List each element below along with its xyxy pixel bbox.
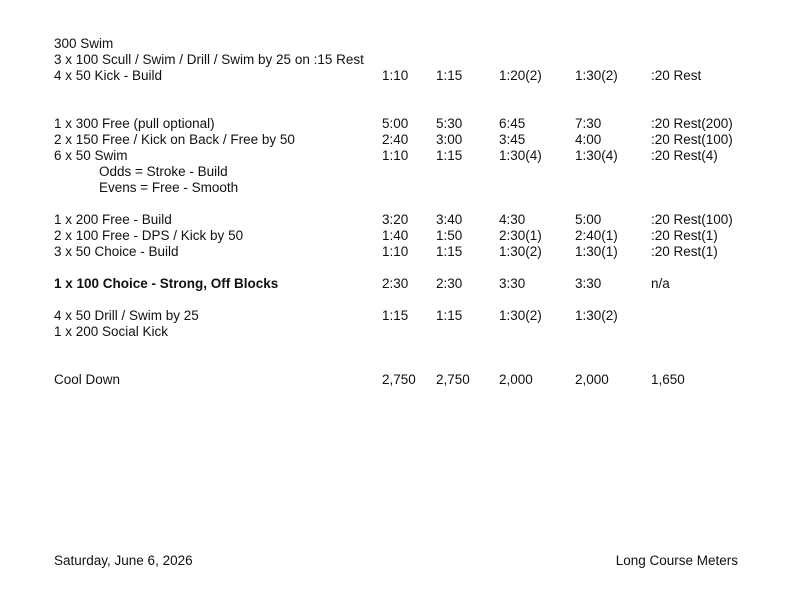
spacer: [54, 340, 754, 372]
total-lane-3: 2,000: [499, 372, 533, 387]
set-description: 1 x 200 Social Kick: [54, 324, 169, 339]
set-description: 300 Swim: [54, 36, 114, 51]
set-description: 1 x 300 Free (pull optional): [54, 116, 215, 131]
set-row-warmup-scull: [54, 52, 754, 68]
set-row-cool-down: [54, 372, 754, 388]
interval-lane-4: 7:30: [575, 116, 602, 131]
set-description: 1 x 200 Free - Build: [54, 212, 172, 227]
rest-lane-5: :20 Rest: [651, 68, 702, 83]
interval-lane-2: 1:50: [436, 228, 463, 243]
spacer: [54, 260, 754, 276]
interval-lane-3: 2:30(1): [499, 228, 542, 243]
interval-lane-3: 4:30: [499, 212, 526, 227]
interval-lane-1: 5:00: [382, 116, 409, 131]
interval-lane-4: 4:00: [575, 132, 602, 147]
interval-lane-4: 1:30(1): [575, 244, 618, 259]
rest-lane-5: :20 Rest(1): [651, 244, 718, 259]
total-lane-4: 2,000: [575, 372, 609, 387]
interval-lane-4: 2:40(1): [575, 228, 618, 243]
footer-course-type: Long Course Meters: [615, 553, 738, 568]
total-lane-2: 2,750: [436, 372, 470, 387]
interval-lane-4: 5:00: [575, 212, 602, 227]
page-footer: [54, 552, 738, 570]
set-row-strong-choice: [54, 276, 754, 292]
interval-lane-3: 1:30(4): [499, 148, 542, 163]
set-description: 2 x 100 Free - DPS / Kick by 50: [54, 228, 244, 243]
set-note: Odds = Stroke - Build: [99, 164, 228, 179]
set-row-300-free: [54, 116, 754, 132]
set-row-drill-swim: [54, 308, 754, 324]
set-row-200-free-build: [54, 212, 754, 228]
interval-lane-4: 1:30(2): [575, 68, 618, 83]
interval-lane-2: 1:15: [436, 308, 463, 323]
set-note: Evens = Free - Smooth: [99, 180, 239, 195]
interval-lane-3: 1:30(2): [499, 244, 542, 259]
interval-lane-3: 6:45: [499, 116, 526, 131]
set-description: 2 x 150 Free / Kick on Back / Free by 50: [54, 132, 295, 147]
total-lane-5: 1,650: [651, 372, 685, 387]
interval-lane-3: 3:30: [499, 276, 526, 291]
set-description: 3 x 100 Scull / Swim / Drill / Swim by 25 on :15 Rest: [54, 52, 364, 67]
set-description: 3 x 50 Choice - Build: [54, 244, 179, 259]
interval-lane-4: 1:30(4): [575, 148, 618, 163]
set-row-6x50-swim: [54, 148, 754, 164]
set-description: 1 x 100 Choice - Strong, Off Blocks: [54, 276, 279, 291]
set-row-warmup-swim: [54, 36, 754, 52]
interval-lane-1: 1:15: [382, 308, 409, 323]
interval-lane-2: 2:30: [436, 276, 463, 291]
interval-lane-3: 1:30(2): [499, 308, 542, 323]
rest-lane-5: :20 Rest(100): [651, 132, 733, 147]
interval-lane-1: 1:10: [382, 148, 409, 163]
set-row-50-choice-build: [54, 244, 754, 260]
interval-lane-2: 1:15: [436, 68, 463, 83]
interval-lane-1: 1:10: [382, 244, 409, 259]
interval-lane-2: 5:30: [436, 116, 463, 131]
rest-lane-5: :20 Rest(1): [651, 228, 718, 243]
set-note-odds: [54, 164, 754, 180]
interval-lane-3: 1:20(2): [499, 68, 542, 83]
spacer: [54, 196, 754, 212]
rest-lane-5: :20 Rest(4): [651, 148, 718, 163]
interval-lane-2: 3:00: [436, 132, 463, 147]
rest-lane-5: n/a: [651, 276, 670, 291]
footer-date: Saturday, June 6, 2026: [54, 553, 193, 568]
set-description: 6 x 50 Swim: [54, 148, 128, 163]
set-row-social-kick: [54, 324, 754, 340]
set-row-100-free-dps: [54, 228, 754, 244]
set-description: 4 x 50 Kick - Build: [54, 68, 163, 83]
interval-lane-2: 1:15: [436, 244, 463, 259]
interval-lane-4: 3:30: [575, 276, 602, 291]
rest-lane-5: :20 Rest(100): [651, 212, 733, 227]
interval-lane-1: 3:20: [382, 212, 409, 227]
interval-lane-2: 3:40: [436, 212, 463, 227]
interval-lane-1: 1:40: [382, 228, 409, 243]
set-row-150-free-kick: [54, 132, 754, 148]
total-lane-1: 2,750: [382, 372, 416, 387]
spacer: [54, 292, 754, 308]
interval-lane-1: 2:30: [382, 276, 409, 291]
rest-lane-5: :20 Rest(200): [651, 116, 733, 131]
set-row-warmup-kick: [54, 68, 754, 84]
interval-lane-2: 1:15: [436, 148, 463, 163]
set-description: 4 x 50 Drill / Swim by 25: [54, 308, 199, 323]
interval-lane-4: 1:30(2): [575, 308, 618, 323]
interval-lane-1: 1:10: [382, 68, 409, 83]
set-description: Cool Down: [54, 372, 121, 387]
workout-sheet: [54, 36, 754, 388]
interval-lane-3: 3:45: [499, 132, 526, 147]
interval-lane-1: 2:40: [382, 132, 409, 147]
set-note-evens: [54, 180, 754, 196]
spacer: [54, 84, 754, 116]
